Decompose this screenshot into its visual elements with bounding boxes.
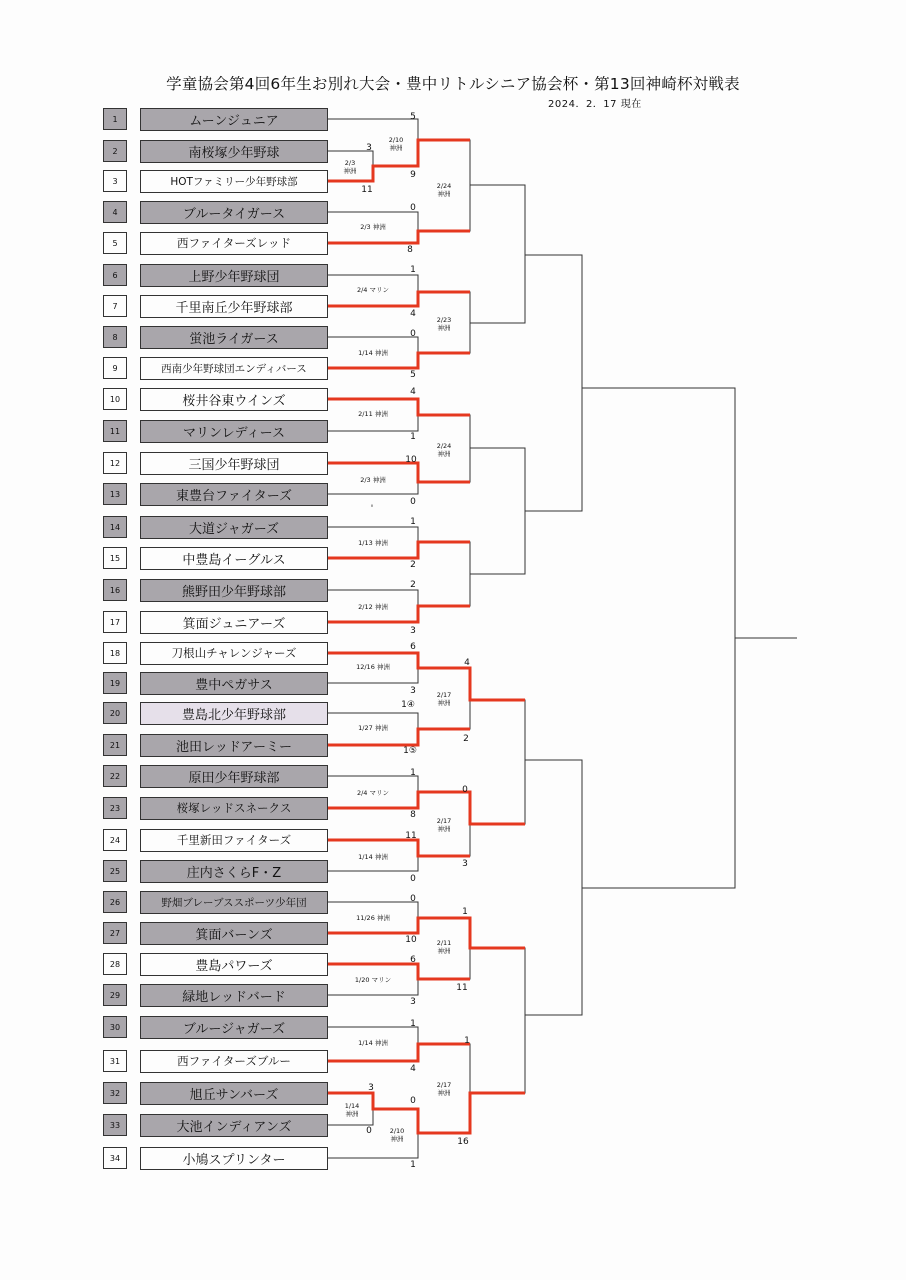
match-label: 2/17 神洲 (436, 691, 452, 707)
match-label: 2/24 神洲 (436, 182, 452, 198)
match-label: 2/4 マリン (356, 789, 390, 797)
match-label: 11/26 神洲 (356, 914, 390, 922)
score: 0 (366, 1126, 372, 1136)
seed-number: 12 (103, 452, 127, 474)
score: 11 (456, 983, 468, 993)
seed-number: 8 (103, 326, 127, 348)
team-name: 千里新田ファイターズ (140, 829, 328, 852)
team-name: 三国少年野球団 (140, 452, 328, 475)
seed-number: 31 (103, 1050, 127, 1072)
score: 0 (410, 874, 416, 884)
seed-number: 29 (103, 984, 127, 1006)
seed-number: 3 (103, 170, 127, 192)
match-label: 1/27 神洲 (358, 724, 388, 732)
seed-number: 26 (103, 891, 127, 913)
team-name: 豊島北少年野球部 (140, 702, 328, 725)
score: 6 (410, 642, 416, 652)
seed-number: 19 (103, 672, 127, 694)
seed-number: 15 (103, 547, 127, 569)
score: 16 (457, 1137, 469, 1147)
team-name: HOTファミリー少年野球部 (140, 170, 328, 193)
seed-number: 34 (103, 1147, 127, 1169)
score: 0 (410, 497, 416, 507)
team-name: 大池インディアンズ (140, 1114, 328, 1137)
match-label: 1/20 マリン (354, 976, 392, 984)
score: 1 (464, 1036, 470, 1046)
seed-number: 24 (103, 829, 127, 851)
match-label: 2/23 神洲 (436, 316, 452, 332)
match-label: 12/16 神洲 (356, 663, 390, 671)
score: 0 (410, 1096, 416, 1106)
score: 3 (462, 859, 468, 869)
team-name: 豊中ペガサス (140, 672, 328, 695)
seed-number: 27 (103, 922, 127, 944)
match-label: 2/24 神洲 (436, 442, 452, 458)
score: 1 (410, 768, 416, 778)
team-name: ムーンジュニア (140, 108, 328, 131)
match-label: 2/17 神洲 (436, 817, 452, 833)
score: 3 (410, 997, 416, 1007)
team-name: 上野少年野球団 (140, 264, 328, 287)
match-label: 2/10 神洲 (388, 136, 404, 152)
score: 3 (368, 1083, 374, 1093)
match-label: 1/14 神洲 (358, 1039, 388, 1047)
score: 0 (410, 203, 416, 213)
seed-number: 2 (103, 140, 127, 162)
team-name: 緑地レッドバード (140, 984, 328, 1007)
score: 1⑤ (403, 746, 417, 756)
team-name: 桜井谷東ウインズ (140, 388, 328, 411)
seed-number: 6 (103, 264, 127, 286)
team-name: 池田レッドアーミー (140, 734, 328, 757)
match-label: 2/17 神洲 (436, 1081, 452, 1097)
seed-number: 16 (103, 579, 127, 601)
score: 1 (410, 432, 416, 442)
score: 3 (410, 686, 416, 696)
team-name: 箕面バーンズ (140, 922, 328, 945)
score: 1 (462, 907, 468, 917)
team-name: 大道ジャガーズ (140, 516, 328, 539)
score: 1 (410, 517, 416, 527)
seed-number: 21 (103, 734, 127, 756)
match-label: 1/14 神洲 (358, 853, 388, 861)
score: 11 (405, 831, 417, 841)
team-name: ブルージャガーズ (140, 1016, 328, 1039)
score: 1 (410, 1019, 416, 1029)
score: 1④ (401, 700, 415, 710)
score: 3 (366, 143, 372, 153)
match-label: 1/14 神洲 (344, 1102, 360, 1118)
match-label: 2/12 神洲 (358, 603, 388, 611)
seed-number: 17 (103, 611, 127, 633)
score: 1 (410, 1160, 416, 1170)
team-name: 西ファイターズレッド (140, 232, 328, 255)
team-name: 小鳩スプリンター (140, 1147, 328, 1170)
seed-number: 7 (103, 295, 127, 317)
team-name: 桜塚レッドスネークス (140, 797, 328, 820)
score: 8 (410, 810, 416, 820)
score: 0 (410, 329, 416, 339)
match-label: 2/10 神洲 (389, 1127, 405, 1143)
score: 11 (361, 185, 373, 195)
score: 2 (410, 560, 416, 570)
seed-number: 25 (103, 860, 127, 882)
score: 10 (405, 455, 417, 465)
team-name: ブルータイガース (140, 201, 328, 224)
team-name: 豊島パワーズ (140, 953, 328, 976)
score: 3 (410, 626, 416, 636)
seed-number: 33 (103, 1114, 127, 1136)
team-name: 刀根山チャレンジャーズ (140, 642, 328, 665)
score: 6 (410, 955, 416, 965)
seed-number: 20 (103, 702, 127, 724)
score: 5 (410, 112, 416, 122)
score: 1 (410, 265, 416, 275)
team-name: 西ファイターズブルー (140, 1050, 328, 1073)
seed-number: 14 (103, 516, 127, 538)
score: 4 (410, 1064, 416, 1074)
match-label: 2/3 神洲 (360, 223, 386, 231)
score: 4 (410, 309, 416, 319)
match-label: 2/3 神洲 (343, 159, 357, 175)
seed-number: 9 (103, 357, 127, 379)
score: ' (370, 504, 374, 514)
seed-number: 11 (103, 420, 127, 442)
date-label: 2024．2．17 現在 (548, 99, 642, 110)
team-name: 野畑ブレーブススポーツ少年団 (140, 891, 328, 914)
team-name: 東豊台ファイターズ (140, 483, 328, 506)
team-name: マリンレディース (140, 420, 328, 443)
score: 4 (464, 658, 470, 668)
score: 9 (410, 170, 416, 180)
score: 2 (410, 580, 416, 590)
match-label: 2/3 神洲 (360, 476, 386, 484)
team-name: 旭丘サンバーズ (140, 1082, 328, 1105)
team-name: 西南少年野球団エンディバース (140, 357, 328, 380)
team-name: 庄内さくらF・Z (140, 860, 328, 883)
seed-number: 4 (103, 201, 127, 223)
match-label: 2/11 神洲 (358, 410, 388, 418)
match-label: 2/11 神洲 (436, 939, 452, 955)
match-label: 2/4 マリン (356, 286, 390, 294)
score: 0 (462, 785, 468, 795)
match-label: 1/13 神洲 (358, 539, 388, 547)
seed-number: 10 (103, 388, 127, 410)
seed-number: 32 (103, 1082, 127, 1104)
page-title: 学童協会第4回6年生お別れ大会・豊中リトルシニア協会杯・第13回神崎杯対戦表 (166, 75, 740, 93)
score: 10 (405, 935, 417, 945)
seed-number: 18 (103, 642, 127, 664)
score: 4 (410, 387, 416, 397)
team-name: 原田少年野球部 (140, 765, 328, 788)
score: 8 (407, 245, 413, 255)
score: 5 (410, 370, 416, 380)
seed-number: 22 (103, 765, 127, 787)
seed-number: 13 (103, 483, 127, 505)
seed-number: 28 (103, 953, 127, 975)
match-label: 1/14 神洲 (358, 349, 388, 357)
seed-number: 1 (103, 108, 127, 130)
team-name: 南桜塚少年野球 (140, 140, 328, 163)
team-name: 熊野田少年野球部 (140, 579, 328, 602)
team-name: 箕面ジュニアーズ (140, 611, 328, 634)
seed-number: 23 (103, 797, 127, 819)
team-name: 蛍池ライガース (140, 326, 328, 349)
score: 2 (463, 734, 469, 744)
score: 0 (410, 894, 416, 904)
team-name: 千里南丘少年野球部 (140, 295, 328, 318)
team-name: 中豊島イーグルス (140, 547, 328, 570)
seed-number: 5 (103, 232, 127, 254)
seed-number: 30 (103, 1016, 127, 1038)
